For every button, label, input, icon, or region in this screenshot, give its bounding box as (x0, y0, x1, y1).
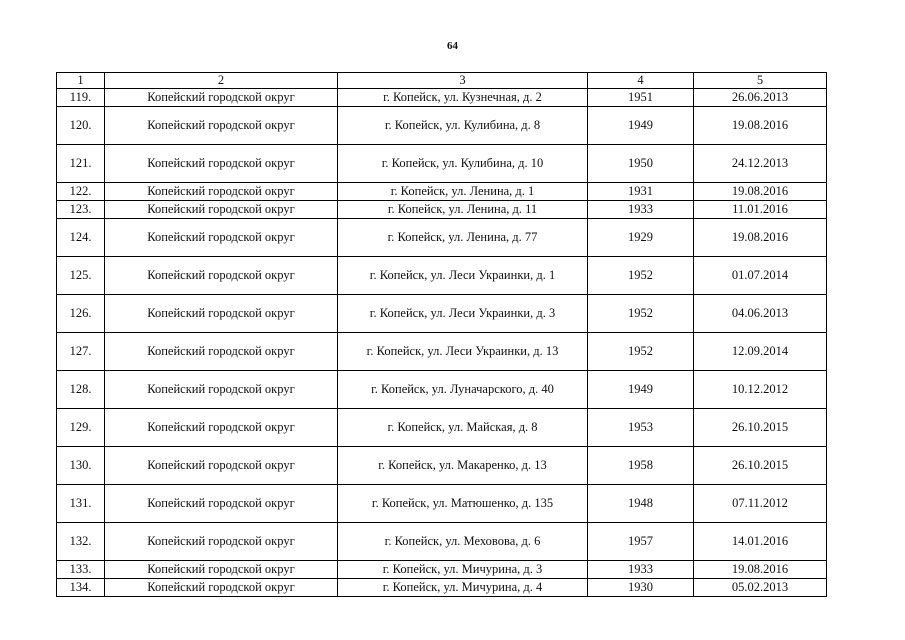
address-cell: г. Копейск, ул. Кулибина, д. 8 (338, 107, 588, 145)
table-row (57, 257, 827, 295)
row-number-cell: 123. (57, 201, 105, 219)
table-row (57, 333, 827, 371)
district-cell: Копейский городской округ (105, 295, 338, 333)
district-cell: Копейский городской округ (105, 579, 338, 597)
year-cell: 1957 (588, 523, 694, 561)
year-cell: 1958 (588, 447, 694, 485)
address-cell: г. Копейск, ул. Макаренко, д. 13 (338, 447, 588, 485)
year-cell: 1951 (588, 89, 694, 107)
header-col-4: 4 (588, 73, 694, 89)
address-cell: г. Копейск, ул. Мичурина, д. 4 (338, 579, 588, 597)
address-cell: г. Копейск, ул. Луначарского, д. 40 (338, 371, 588, 409)
date-cell: 26.10.2015 (694, 447, 827, 485)
date-cell: 07.11.2012 (694, 485, 827, 523)
table-row (57, 371, 827, 409)
row-number-cell: 121. (57, 145, 105, 183)
year-cell: 1953 (588, 409, 694, 447)
table-header (57, 73, 827, 89)
address-cell: г. Копейск, ул. Кузнечная, д. 2 (338, 89, 588, 107)
district-cell: Копейский городской округ (105, 201, 338, 219)
address-cell: г. Копейск, ул. Кулибина, д. 10 (338, 145, 588, 183)
year-cell: 1949 (588, 371, 694, 409)
row-number-cell: 134. (57, 579, 105, 597)
address-cell: г. Копейск, ул. Ленина, д. 77 (338, 219, 588, 257)
header-col-1: 1 (57, 73, 105, 89)
year-cell: 1952 (588, 333, 694, 371)
address-cell: г. Копейск, ул. Ленина, д. 11 (338, 201, 588, 219)
district-cell: Копейский городской округ (105, 485, 338, 523)
date-cell: 04.06.2013 (694, 295, 827, 333)
header-row (57, 73, 827, 89)
date-cell: 19.08.2016 (694, 219, 827, 257)
address-cell: г. Копейск, ул. Матюшенко, д. 135 (338, 485, 588, 523)
row-number-cell: 120. (57, 107, 105, 145)
year-cell: 1933 (588, 561, 694, 579)
date-cell: 26.06.2013 (694, 89, 827, 107)
date-cell: 11.01.2016 (694, 201, 827, 219)
year-cell: 1931 (588, 183, 694, 201)
table-row (57, 201, 827, 219)
date-cell: 12.09.2014 (694, 333, 827, 371)
year-cell: 1950 (588, 145, 694, 183)
year-cell: 1948 (588, 485, 694, 523)
address-cell: г. Копейск, ул. Леси Украинки, д. 3 (338, 295, 588, 333)
district-cell: Копейский городской округ (105, 561, 338, 579)
header-col-5: 5 (694, 73, 827, 89)
address-cell: г. Копейск, ул. Ленина, д. 1 (338, 183, 588, 201)
row-number-cell: 119. (57, 89, 105, 107)
table-row (57, 561, 827, 579)
date-cell: 26.10.2015 (694, 409, 827, 447)
table-row (57, 579, 827, 597)
table-row (57, 409, 827, 447)
row-number-cell: 131. (57, 485, 105, 523)
table-row (57, 295, 827, 333)
district-cell: Копейский городской округ (105, 409, 338, 447)
table-row (57, 107, 827, 145)
date-cell: 19.08.2016 (694, 561, 827, 579)
table-row (57, 183, 827, 201)
year-cell: 1949 (588, 107, 694, 145)
row-number-cell: 124. (57, 219, 105, 257)
year-cell: 1952 (588, 295, 694, 333)
table-row (57, 219, 827, 257)
table-row (57, 89, 827, 107)
row-number-cell: 133. (57, 561, 105, 579)
row-number-cell: 130. (57, 447, 105, 485)
housing-registry-table (56, 72, 827, 597)
date-cell: 24.12.2013 (694, 145, 827, 183)
district-cell: Копейский городской округ (105, 371, 338, 409)
row-number-cell: 127. (57, 333, 105, 371)
date-cell: 10.12.2012 (694, 371, 827, 409)
date-cell: 05.02.2013 (694, 579, 827, 597)
district-cell: Копейский городской округ (105, 257, 338, 295)
district-cell: Копейский городской округ (105, 107, 338, 145)
table-body (57, 89, 827, 597)
year-cell: 1930 (588, 579, 694, 597)
address-cell: г. Копейск, ул. Леси Украинки, д. 13 (338, 333, 588, 371)
row-number-cell: 129. (57, 409, 105, 447)
page-number: 64 (447, 40, 458, 52)
date-cell: 14.01.2016 (694, 523, 827, 561)
address-cell: г. Копейск, ул. Меховова, д. 6 (338, 523, 588, 561)
header-col-2: 2 (105, 73, 338, 89)
date-cell: 19.08.2016 (694, 183, 827, 201)
district-cell: Копейский городской округ (105, 523, 338, 561)
row-number-cell: 125. (57, 257, 105, 295)
row-number-cell: 132. (57, 523, 105, 561)
address-cell: г. Копейск, ул. Леси Украинки, д. 1 (338, 257, 588, 295)
district-cell: Копейский городской округ (105, 447, 338, 485)
date-cell: 19.08.2016 (694, 107, 827, 145)
table-row (57, 523, 827, 561)
district-cell: Копейский городской округ (105, 89, 338, 107)
year-cell: 1952 (588, 257, 694, 295)
address-cell: г. Копейск, ул. Мичурина, д. 3 (338, 561, 588, 579)
header-col-3: 3 (338, 73, 588, 89)
row-number-cell: 126. (57, 295, 105, 333)
year-cell: 1933 (588, 201, 694, 219)
row-number-cell: 122. (57, 183, 105, 201)
table-row (57, 145, 827, 183)
district-cell: Копейский городской округ (105, 183, 338, 201)
address-cell: г. Копейск, ул. Майская, д. 8 (338, 409, 588, 447)
district-cell: Копейский городской округ (105, 333, 338, 371)
year-cell: 1929 (588, 219, 694, 257)
district-cell: Копейский городской округ (105, 145, 338, 183)
district-cell: Копейский городской округ (105, 219, 338, 257)
table-row (57, 447, 827, 485)
date-cell: 01.07.2014 (694, 257, 827, 295)
table-row (57, 485, 827, 523)
row-number-cell: 128. (57, 371, 105, 409)
